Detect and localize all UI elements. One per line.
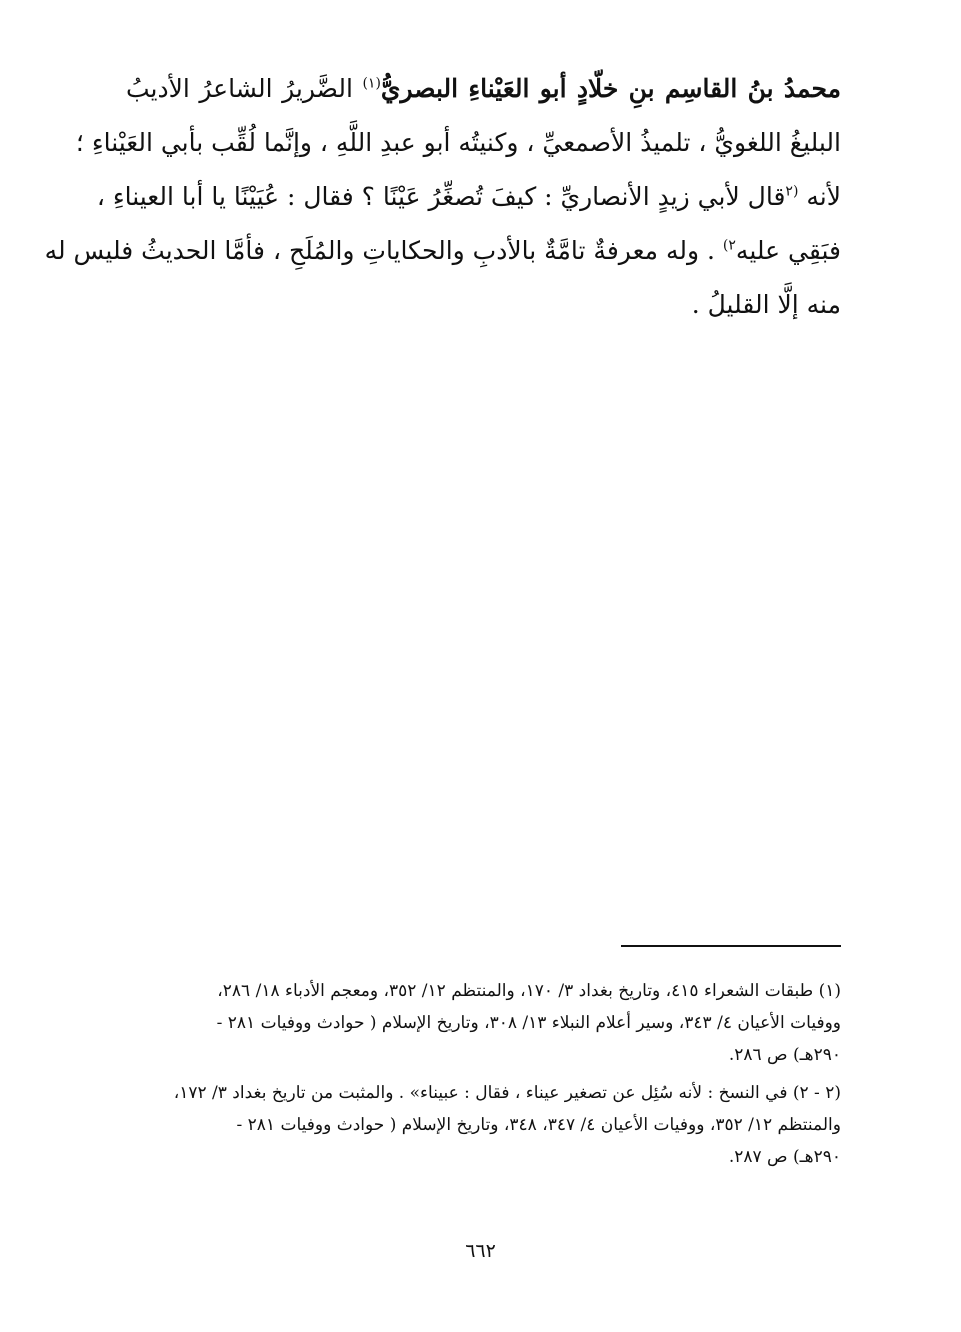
entry-line-5: منه إلَّا القليلُ . [691,290,841,319]
entry-line-4-rest: . وله معرفةٌ تامَّةٌ بالأدبِ والحكاياتِ والمُلَحِ ، فأمَّا الحديثُ فليس له [44,236,715,265]
footnote-2-line-1: (٢ - ٢) في النسخ : لأنه سُئِل عن تصغير عيناء ، فقال : عبيناء» . والمثبت من تاريخ بغداد ٣/ ١٧٢، [173,1083,841,1103]
footnote-1-line-1: (١) طبقات الشعراء ٤١٥، وتاريخ بغداد ٣/ ١٧٠، والمنتظم ١٢/ ٣٥٢، ومعجم الأدباء ١٨/ ٢٨٦، [217,981,841,1001]
footnote-marker-2-open: (٢ [785,183,799,200]
footnote-2-line-2: والمنتظم ١٢/ ٣٥٢، ووفيات الأعيان ٤/ ٣٤٧، ٣٤٨، وتاريخ الإسلام ( حوادث ووفيات ٢٨١ - [236,1115,841,1135]
footnote-2-line-3: ٢٩٠هـ) ص ٢٨٧. [728,1147,841,1167]
entry-line-2: البليغُ اللغويُّ ، تلميذُ الأصمعيِّ ، وكنيتُه أبو عبدِ اللَّهِ ، وإنَّما لُقِّب بأبي العَيْناءِ ؛ [75,128,841,157]
footnote-1-line-2: ووفيات الأعيان ٤/ ٣٤٣، وسير أعلام النبلاء ١٣/ ٣٠٨، وتاريخ الإسلام ( حوادث ووفيات ٢٨١ - [216,1013,841,1033]
footnotes [121,975,841,1179]
biography-entry [44,62,842,332]
footnote-separator [621,945,841,947]
footnote-2 [121,1077,841,1173]
entry-line-3 [96,170,841,224]
footnote-marker-1: (١) [362,75,381,92]
footnote-marker-2-close: ٢) [722,237,736,254]
footnote-1-line-3: ٢٩٠هـ) ص ٢٨٦. [728,1045,841,1065]
entry-line-1-rest: الضَّريرُ الشاعرُ الأديبُ [126,74,353,103]
entry-line-3-rest: قال لأبي زيدٍ الأنصاريِّ : كيفَ تُصغِّرُ عَيْنًا ؟ فقال : عُيَيْنًا يا أبا العيناءِ ، [96,182,786,211]
footnote-1 [121,975,841,1071]
entry-line-3-start: لأنه [806,182,841,211]
entry-line-4 [44,224,841,278]
entry-heading-name: محمدُ بنُ القاسِم بنِ خلّادٍ أبو العَيْناءِ البصريُّ [380,74,842,103]
page-number: ٦٦٢ [465,1240,496,1262]
entry-line-4-start: فبَقِي عليه [735,236,841,265]
entry-line-1 [126,62,841,116]
